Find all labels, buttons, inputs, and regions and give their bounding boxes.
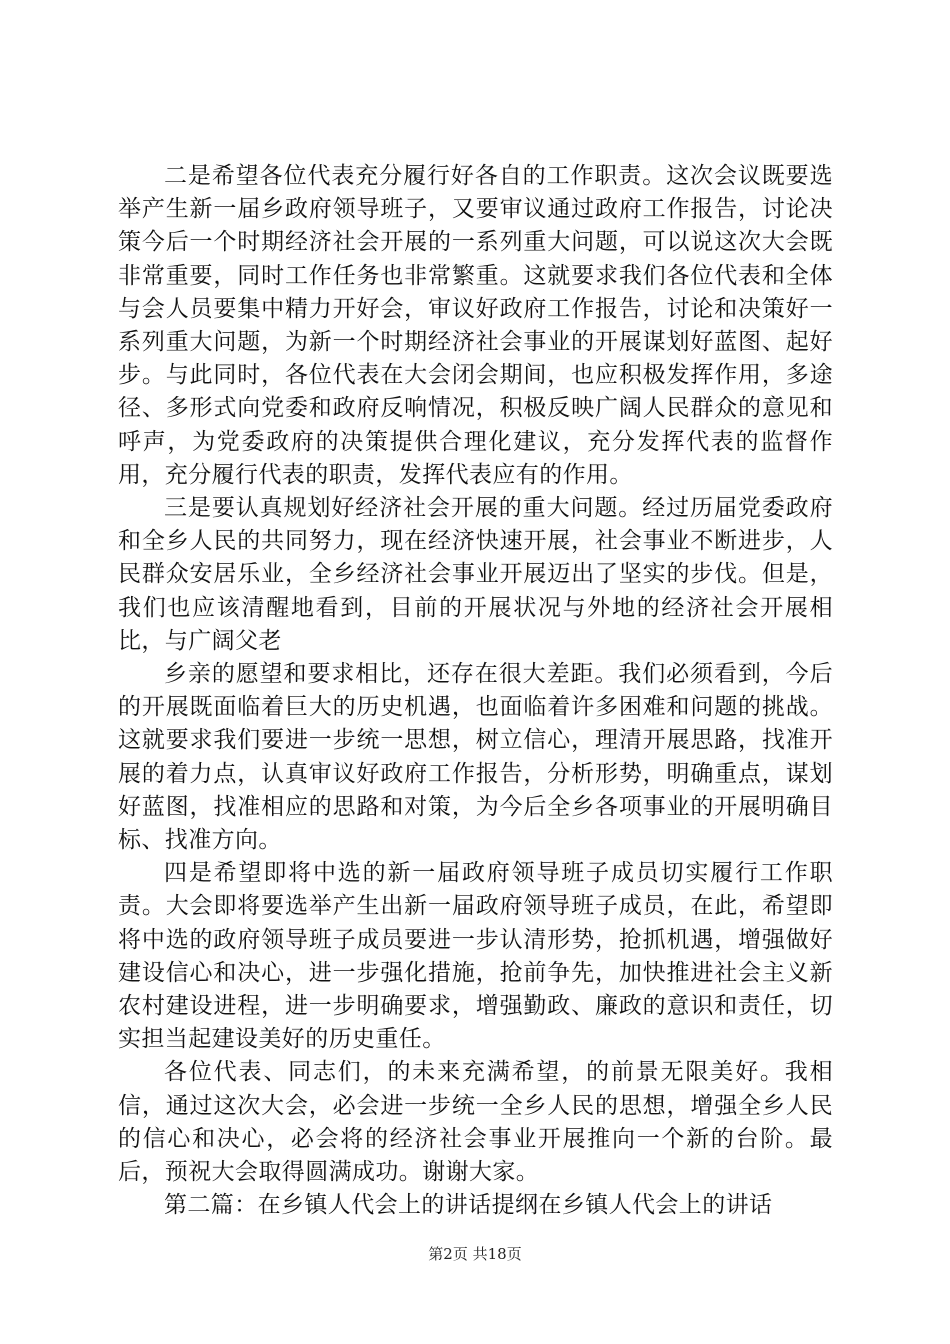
paragraph-second-article-heading: 第二篇：在乡镇人代会上的讲话提纲在乡镇人代会上的讲话 bbox=[164, 1192, 773, 1219]
paragraph-plan-major-issues: 三是要认真规划好经济社会开展的重大问题。经过历届党委政府和全乡人民的共同努力，现在经济快速开展，社会事业不断进步，人民群众安居乐业，全乡经济社会事业开展迈出了坚实的步伐。但是，我们也应该清醒地看到，目前的开展状况与外地的经济社会开展相比，与广阔父老 bbox=[118, 495, 833, 654]
paragraph-duty-of-representatives: 二是希望各位代表充分履行好各自的工作职责。这次会议既要选举产生新一届乡政府领导班子，又要审议通过政府工作报告，讨论决策今后一个时期经济社会开展的一系列重大问题，可以说这次大会既非常重要，同时工作任务也非常繁重。这就要求我们各位代表和全体与会人员要集中精力开好会，审议好政府工作报告，讨论和决策好一系列重大问题，为新一个时期经济社会事业的开展谋划好蓝图、起好步。与此同时，各位代表在大会闭会期间，也应积极发挥作用，多途径、多形式向党委和政府反响情况，积极反映广阔人民群众的意见和呼声，为党委政府的决策提供合理化建议，充分发挥代表的监督作用，充分履行代表的职责，发挥代表应有的作用。 bbox=[118, 163, 833, 488]
page-footer bbox=[0, 1243, 950, 1264]
paragraph-gap-and-challenges: 乡亲的愿望和要求相比，还存在很大差距。我们必须看到，今后的开展既面临着巨大的历史机遇，也面临着许多困难和问题的挑战。这就要求我们要进一步统一思想，树立信心，理清开展思路，找准开展的着力点，认真审议好政府工作报告，分析形势，明确重点，谋划好蓝图，找准相应的思路和对策，为今后全乡各项事业的开展明确目标、找准方向。 bbox=[118, 661, 833, 854]
paragraph-new-leadership: 四是希望即将中选的新一届政府领导班子成员切实履行工作职责。大会即将要选举产生出新一届政府领导班子成员，在此，希望即将中选的政府领导班子成员要进一步认清形势，抢抓机遇，增强做好建设信心和决心，进一步强化措施，抢前争先，加快推进社会主义新农村建设进程，进一步明确要求，增强勤政、廉政的意识和责任，切实担当起建设美好的历史重任。 bbox=[118, 860, 833, 1053]
page-number: 第2页 共18页 bbox=[428, 1245, 522, 1263]
document-body bbox=[118, 160, 833, 1223]
paragraph-closing-remarks: 各位代表、同志们，的未来充满希望，的前景无限美好。我相信，通过这次大会，必会进一步统一全乡人民的思想，增强全乡人民的信心和决心，必会将的经济社会事业开展推向一个新的台阶。最后，预祝大会取得圆满成功。谢谢大家。 bbox=[118, 1059, 833, 1186]
